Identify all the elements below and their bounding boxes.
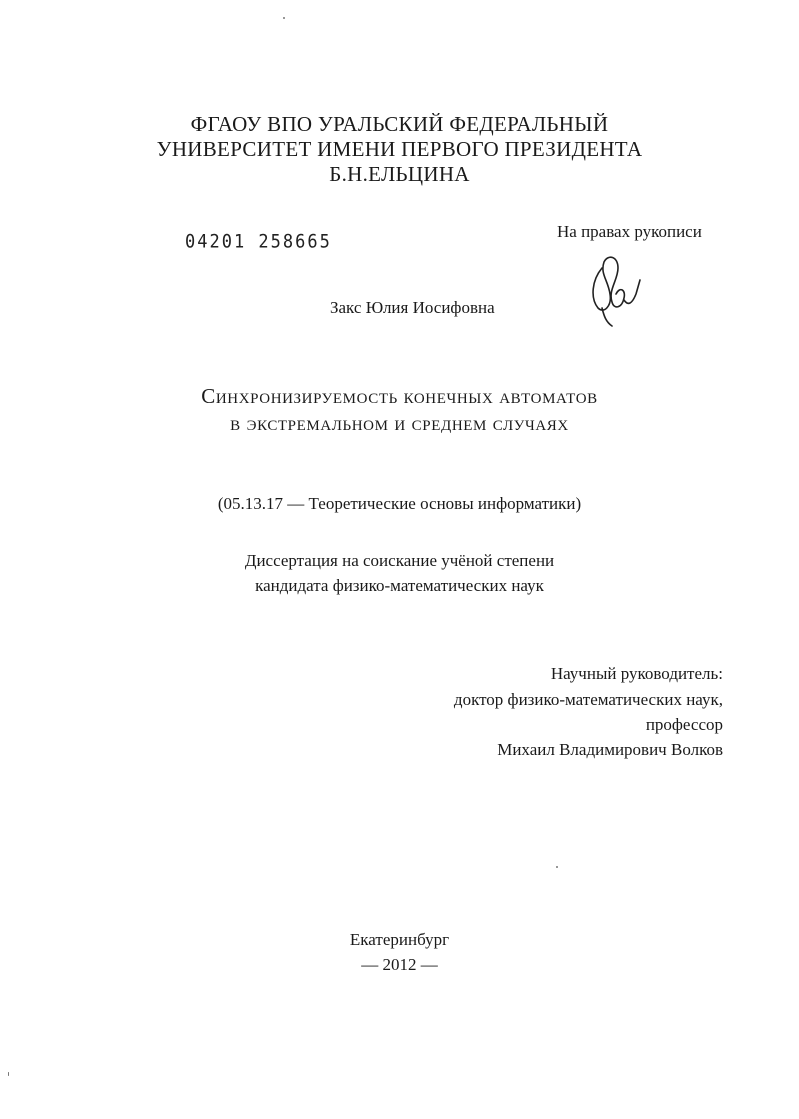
scan-speck	[8, 1072, 9, 1076]
supervisor-label: Научный руководитель:	[550, 664, 723, 683]
rights-note: На правах рукописи	[557, 222, 702, 241]
author-name: Закс Юлия Иосифовна	[330, 298, 495, 317]
scan-speck	[283, 17, 285, 19]
scan-speck	[556, 866, 558, 868]
degree-line-1: Диссертация на соискание учёной степени	[244, 551, 555, 570]
dissertation-title-line-1: Синхронизируемость конечных автоматов	[201, 384, 598, 408]
specialty-code: (05.13.17 — Теоретические основы информатики)	[217, 494, 582, 513]
year: — 2012 —	[361, 955, 438, 974]
dissertation-title-line-2: в экстремальном и среднем случаях	[230, 411, 569, 435]
organization-line-1: ФГАОУ ВПО УРАЛЬСКИЙ ФЕДЕРАЛЬНЫЙ	[190, 112, 609, 136]
library-stamp-number: 04201 258665	[185, 231, 332, 253]
supervisor-name: Михаил Владимирович Волков	[497, 740, 723, 759]
supervisor-rank: профессор	[645, 715, 723, 734]
supervisor-degree: доктор физико-математических наук,	[453, 690, 723, 709]
degree-line-2: кандидата физико-математических наук	[255, 576, 544, 595]
organization-line-2: УНИВЕРСИТЕТ ИМЕНИ ПЕРВОГО ПРЕЗИДЕНТА	[156, 137, 643, 161]
city: Екатеринбург	[349, 930, 450, 949]
organization-line-3: Б.Н.ЕЛЬЦИНА	[329, 162, 470, 186]
handwritten-signature	[578, 250, 648, 330]
